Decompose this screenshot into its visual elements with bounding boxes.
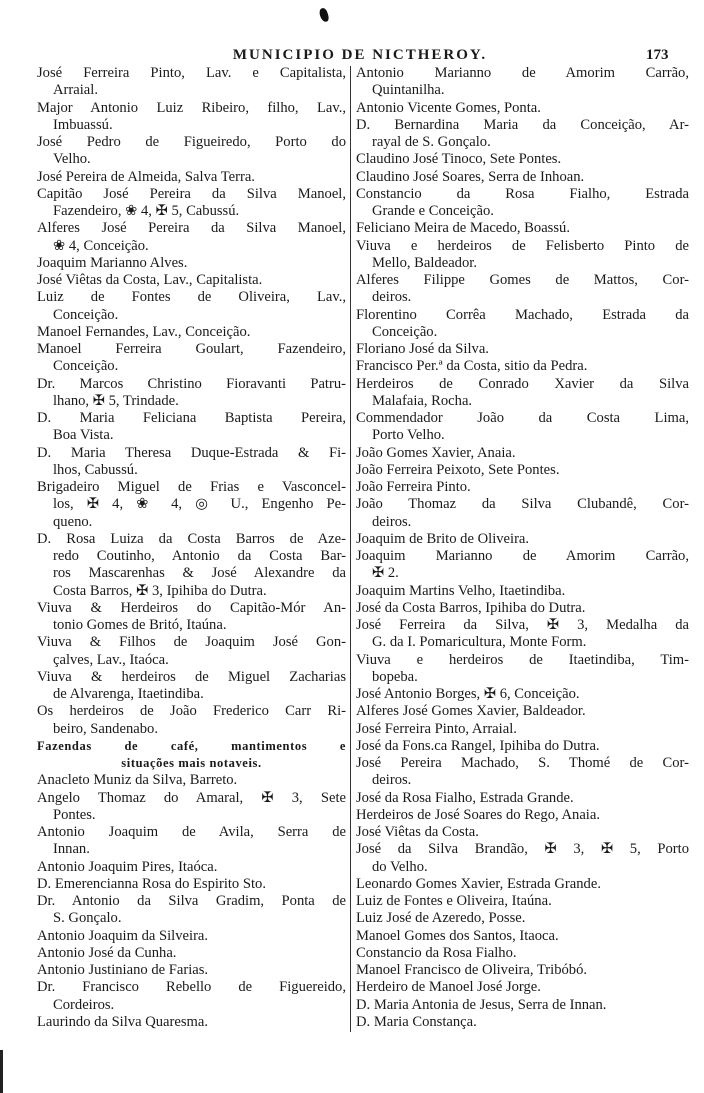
- directory-entry: [356, 945, 689, 962]
- entry-line: Dr. Marcos Christino Fioravanti Patru-: [37, 375, 346, 392]
- directory-entry: [356, 876, 689, 893]
- entry-line: Arraial.: [53, 82, 98, 99]
- entry-line: João Ferreira Pinto.: [356, 479, 471, 495]
- entry-line: D. Maria Feliciana Baptista Pereira,: [37, 410, 346, 426]
- directory-entry: [356, 893, 689, 910]
- entry-line: Joaquim de Brito de Oliveira.: [356, 530, 530, 547]
- directory-entry: [37, 479, 346, 531]
- entry-line: Fazendeiro, ❀ 4, ✠ 5, Cabussú.: [53, 203, 240, 219]
- directory-entry: [37, 341, 346, 376]
- section-heading: [37, 738, 346, 773]
- directory-entry: [356, 358, 689, 375]
- entry-line: Quintanilha.: [372, 82, 445, 99]
- ink-mark: [318, 7, 329, 23]
- entry-line: lhos, Cabussú.: [53, 461, 138, 478]
- entry-line: situações mais notaveis.: [121, 756, 262, 770]
- directory-entry: [37, 186, 346, 221]
- directory-entry: [37, 255, 346, 272]
- entry-line: Viuva & Herdeiros do Capitão-Mór An-: [37, 599, 346, 616]
- directory-entry: [356, 186, 689, 221]
- entry-line: Anacleto Muniz da Silva, Barreto.: [37, 772, 238, 789]
- directory-entry: [356, 220, 689, 237]
- directory-entry: [37, 859, 346, 876]
- entry-line: Floriano José da Silva.: [356, 341, 489, 357]
- entry-line: bopeba.: [372, 668, 418, 685]
- entry-line: José Ferreira da Silva, ✠ 3, Medalha da: [356, 617, 689, 633]
- entry-line: Antonio Marianno de Amorim Carrão,: [356, 65, 689, 81]
- entry-line: José Ferreira Pinto, Lav. e Capitalista,: [37, 65, 346, 81]
- directory-entry: [356, 272, 689, 307]
- entry-line: Joaquim Marianno de Amorim Carrão,: [356, 548, 689, 564]
- entry-line: Claudino José Soares, Serra de Inhoan.: [356, 168, 585, 185]
- entry-line: Manoel Gomes dos Santos, Itaoca.: [356, 927, 559, 944]
- entry-line: Capitão José Pereira da Silva Manoel,: [37, 185, 346, 202]
- entry-line: redo Coutinho, Antonio da Costa Bar-: [53, 548, 346, 564]
- entry-line: Manoel Ferreira Goulart, Fazendeiro,: [37, 341, 346, 357]
- left-column: [37, 65, 346, 1031]
- entry-line: José da Costa Barros, Ipihiba do Dutra.: [356, 599, 586, 616]
- directory-entry: [37, 600, 346, 635]
- directory-entry: [356, 496, 689, 531]
- entry-line: João Gomes Xavier, Anaia.: [356, 444, 516, 461]
- entry-line: José Viêtas da Costa.: [356, 824, 479, 840]
- entry-line: Luiz de Fontes e Oliveira, Itaúna.: [356, 893, 552, 909]
- directory-entry: [356, 583, 689, 600]
- directory-entry: [37, 169, 346, 186]
- directory-entry: [37, 772, 346, 789]
- entry-line: José da Silva Brandão, ✠ 3, ✠ 5, Porto: [356, 841, 689, 858]
- directory-entry: [37, 100, 346, 135]
- directory-entry: [356, 445, 689, 462]
- directory-entry: [356, 755, 689, 790]
- entry-line: queno.: [53, 513, 93, 530]
- entry-line: Herdeiro de Manoel José Jorge.: [356, 979, 541, 996]
- directory-entry: [37, 531, 346, 600]
- entry-line: Malafaia, Rocha.: [372, 392, 473, 409]
- entry-line: Viuva & herdeiros de Miguel Zacharias: [37, 668, 346, 685]
- directory-entry: [37, 824, 346, 859]
- directory-entry: [37, 220, 346, 255]
- entry-line: Conceição.: [53, 306, 119, 323]
- right-column: [356, 65, 689, 1031]
- directory-entry: [37, 669, 346, 704]
- entry-line: Cordeiros.: [53, 996, 115, 1013]
- entry-line: tonio Gomes de Britó, Itaúna.: [53, 617, 227, 633]
- entry-line: deiros.: [372, 289, 412, 306]
- entry-line: João Thomaz da Silva Clubandê, Cor-: [356, 496, 689, 513]
- entry-line: Luiz José de Azeredo, Posse.: [356, 910, 526, 927]
- entry-line: ✠ 2.: [372, 565, 399, 582]
- directory-entry: [37, 979, 346, 1014]
- directory-entry: [356, 703, 689, 720]
- directory-entry: [37, 324, 346, 341]
- entry-line: de Alvarenga, Itaetindiba.: [53, 686, 204, 702]
- directory-entry: [356, 979, 689, 996]
- directory-entry: [37, 876, 346, 893]
- entry-line: Antonio Justiniano de Farias.: [37, 962, 209, 978]
- directory-entry: [356, 462, 689, 479]
- entry-line: Pontes.: [53, 806, 96, 823]
- directory-entry: [356, 376, 689, 411]
- entry-line: Dr. Francisco Rebello de Figuereido,: [37, 979, 346, 996]
- directory-entry: [37, 962, 346, 979]
- directory-entry: [37, 928, 346, 945]
- entry-line: D. Maria Theresa Duque-Estrada & Fi-: [37, 444, 346, 461]
- entry-line: José da Rosa Fialho, Estrada Grande.: [356, 789, 574, 806]
- directory-entry: [356, 410, 689, 445]
- directory-entry: [37, 65, 346, 100]
- entry-line: José Antonio Borges, ✠ 6, Conceição.: [356, 686, 580, 702]
- directory-entry: [356, 686, 689, 703]
- entry-line: los, ✠ 4, ❀ 4, ◎ U., Engenho Pe-: [53, 496, 346, 513]
- directory-entry: [37, 445, 346, 480]
- entry-line: Costa Barros, ✠ 3, Ipihiba do Dutra.: [53, 582, 267, 599]
- entry-line: Conceição.: [372, 323, 438, 340]
- directory-entry: [37, 272, 346, 289]
- entry-line: João Ferreira Peixoto, Sete Pontes.: [356, 461, 560, 478]
- directory-entry: [356, 531, 689, 548]
- entry-line: Alferes José Gomes Xavier, Baldeador.: [356, 703, 586, 720]
- entry-line: D. Maria Antonia de Jesus, Serra de Innan.: [356, 996, 607, 1013]
- directory-entry: [356, 652, 689, 687]
- entry-line: Commendador João da Costa Lima,: [356, 410, 689, 426]
- directory-entry: [356, 341, 689, 358]
- directory-entry: [356, 962, 689, 979]
- page-edge: [0, 1050, 3, 1093]
- directory-entry: [37, 410, 346, 445]
- entry-line: S. Gonçalo.: [53, 910, 122, 927]
- entry-line: ros Mascarenhas & José Alexandre da: [53, 565, 346, 582]
- entry-line: çalves, Lav., Itaóca.: [53, 651, 169, 668]
- page-title: MUNICIPIO DE NICTHEROY.: [232, 47, 488, 63]
- entry-line: beiro, Sandenabo.: [53, 720, 158, 737]
- entry-line: Antonio Joaquim de Avila, Serra de: [37, 824, 346, 840]
- directory-entry: [356, 307, 689, 342]
- directory-entry: [356, 600, 689, 617]
- entry-line: Constancio da Rosa Fialho.: [356, 944, 517, 961]
- entry-line: Major Antonio Luiz Ribeiro, filho, Lav.,: [37, 99, 346, 116]
- directory-entry: [356, 738, 689, 755]
- directory-entry: [356, 238, 689, 273]
- directory-entry: [37, 893, 346, 928]
- entry-line: D. Emerencianna Rosa do Espirito Sto.: [37, 875, 266, 892]
- entry-line: Porto Velho.: [372, 427, 445, 444]
- entry-line: Constancio da Rosa Fialho, Estrada: [356, 185, 689, 202]
- entry-line: Laurindo da Silva Quaresma.: [37, 1013, 209, 1030]
- entry-line: José Pereira Machado, S. Thomé de Cor-: [356, 755, 689, 771]
- directory-entry: [356, 479, 689, 496]
- directory-entry: [37, 134, 346, 169]
- page-number: 173: [646, 47, 669, 63]
- entry-line: Velho.: [53, 151, 91, 168]
- entry-line: D. Maria Constança.: [356, 1013, 477, 1030]
- directory-entry: [356, 100, 689, 117]
- entry-line: Os herdeiros de João Frederico Carr Ri-: [37, 703, 346, 720]
- entry-line: Manoel Fernandes, Lav., Conceição.: [37, 323, 251, 340]
- entry-line: Florentino Corrêa Machado, Estrada da: [356, 306, 689, 323]
- directory-entry: [37, 703, 346, 738]
- entry-line: Dr. Antonio da Silva Gradim, Ponta de: [37, 893, 346, 909]
- entry-line: D. Rosa Luiza da Costa Barros de Aze-: [37, 530, 346, 547]
- entry-line: Joaquim Martins Velho, Itaetindiba.: [356, 582, 566, 599]
- entry-line: Alferes José Pereira da Silva Manoel,: [37, 220, 346, 237]
- directory-entry: [356, 928, 689, 945]
- entry-line: lhano, ✠ 5, Trindade.: [53, 392, 179, 409]
- entry-line: Leonardo Gomes Xavier, Estrada Grande.: [356, 875, 601, 892]
- entry-line: José Viêtas da Costa, Lav., Capitalista.: [37, 272, 263, 288]
- entry-line: Luiz de Fontes de Oliveira, Lav.,: [37, 289, 346, 306]
- entry-line: Innan.: [53, 841, 90, 858]
- directory-entry: [37, 1014, 346, 1031]
- entry-line: Antonio Vicente Gomes, Ponta.: [356, 99, 541, 116]
- entry-line: Feliciano Meira de Macedo, Boassú.: [356, 220, 570, 237]
- entry-line: Viuva e herdeiros de Felisberto Pinto de: [356, 237, 689, 254]
- entry-line: José Pedro de Figueiredo, Porto do: [37, 134, 346, 150]
- entry-line: José Pereira de Almeida, Salva Terra.: [37, 168, 255, 185]
- entry-line: Viuva e herdeiros de Itaetindiba, Tim-: [356, 651, 689, 668]
- entry-line: rayal de S. Gonçalo.: [372, 134, 491, 150]
- entry-line: Viuva & Filhos de Joaquim José Gon-: [37, 634, 346, 651]
- entry-line: do Velho.: [372, 858, 428, 875]
- directory-entry: [356, 1014, 689, 1031]
- entry-line: Antonio Joaquim Pires, Itaóca.: [37, 858, 218, 875]
- directory-entry: [37, 790, 346, 825]
- directory-entry: [356, 548, 689, 583]
- directory-entry: [356, 169, 689, 186]
- entry-line: Mello, Baldeador.: [372, 254, 477, 271]
- entry-line: Brigadeiro Miguel de Frias e Vasconcel-: [37, 479, 346, 495]
- directory-entry: [37, 945, 346, 962]
- entry-line: Claudino José Tinoco, Sete Pontes.: [356, 151, 562, 168]
- entry-line: Francisco Per.ª da Costa, sitio da Pedra.: [356, 358, 588, 375]
- column-divider: [350, 66, 351, 1032]
- entry-line: Antonio Joaquim da Silveira.: [37, 927, 209, 944]
- directory-entry: [37, 634, 346, 669]
- directory-entry: [356, 997, 689, 1014]
- entry-line: ❀ 4, Conceição.: [53, 237, 149, 254]
- directory-entry: [356, 617, 689, 652]
- entry-line: deiros.: [372, 772, 412, 789]
- directory-entry: [356, 790, 689, 807]
- directory-entry: [37, 376, 346, 411]
- entry-line: deiros.: [372, 513, 412, 530]
- entry-line: Angelo Thomaz do Amaral, ✠ 3, Sete: [37, 789, 346, 806]
- entry-line: Herdeiros de Conrado Xavier da Silva: [356, 375, 689, 392]
- directory-entry: [356, 910, 689, 927]
- entry-line: José da Fons.ca Rangel, Ipihiba do Dutra.: [356, 737, 600, 754]
- entry-line: Herdeiros de José Soares do Rego, Anaia.: [356, 806, 600, 823]
- directory-entry: [356, 841, 689, 876]
- directory-entry: [356, 117, 689, 152]
- entry-line: Imbuassú.: [53, 116, 113, 133]
- directory-entry: [356, 721, 689, 738]
- entry-line: Alferes Filippe Gomes de Mattos, Cor-: [356, 272, 689, 288]
- directory-entry: [356, 151, 689, 168]
- entry-line: Joaquim Marianno Alves.: [37, 254, 188, 271]
- entry-line: Conceição.: [53, 358, 119, 375]
- entry-line: Fazendas de café, mantimentos e: [37, 738, 346, 753]
- directory-entry: [356, 65, 689, 100]
- entry-line: Antonio José da Cunha.: [37, 944, 177, 961]
- directory-entry: [356, 824, 689, 841]
- entry-line: D. Bernardina Maria da Conceição, Ar-: [356, 116, 689, 133]
- entry-line: Grande e Conceição.: [372, 203, 494, 219]
- directory-entry: [356, 807, 689, 824]
- entry-line: Manoel Francisco de Oliveira, Tribóbó.: [356, 962, 588, 978]
- directory-entry: [37, 289, 346, 324]
- entry-line: José Ferreira Pinto, Arraial.: [356, 720, 517, 737]
- entry-line: G. da I. Pomaricultura, Monte Form.: [372, 634, 587, 651]
- entry-line: Boa Vista.: [53, 427, 114, 444]
